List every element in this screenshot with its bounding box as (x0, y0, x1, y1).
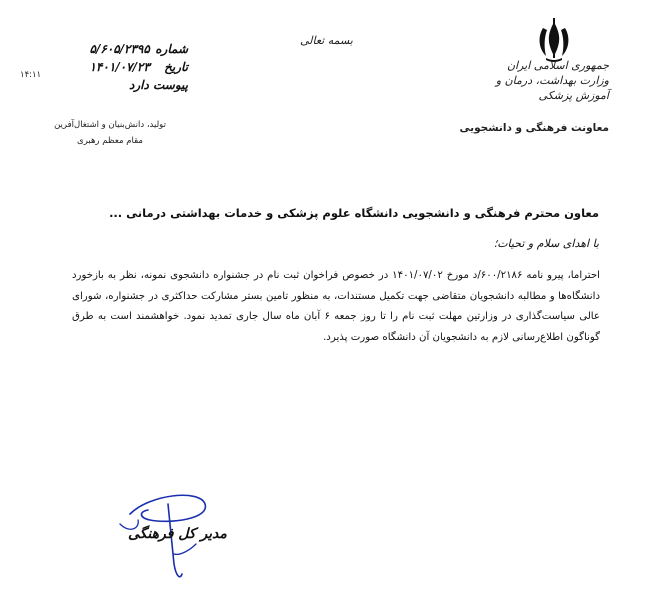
meta-date-label: تاریخ (164, 60, 188, 74)
meta-number-value: ۵/۶۰۵/۲۳۹۵ (89, 42, 150, 56)
letter-meta (58, 42, 188, 96)
meta-number-label: شماره (155, 42, 188, 56)
ministry-line-2: وزارت بهداشت، درمان و آموزش پزشکی (495, 74, 609, 102)
meta-date-value: ۱۴۰۱/۰۷/۲۳ (89, 60, 150, 74)
greeting: با اهدای سلام و تحیات؛ (493, 237, 599, 250)
signer-title: مدیر کل فرهنگی (128, 526, 227, 542)
ministry-name (489, 58, 609, 103)
meta-attachment-value: دارد (128, 78, 149, 92)
ministry-line-1: جمهوری اسلامی ایران (506, 59, 609, 72)
letter-body: احتراما، پیرو نامه ۶۰۰/۲۱۸۶/د مورخ ۱۴۰۱/۰۷/۰۲ در خصوص فراخوان ثبت نام در جشنواره دانشجوی نمونه، نظر به بازخورد دانشگاه‌ها و مطالبه دانشجویان متقاضی جهت تکمیل مستندات، به منظور تامین بستر مشارکت حداکثری در جشنواره، شورای عالی سیاست‌گذاری در وزارتین مهلت ثبت نام را تا روز جمعه ۶ آبان ماه سال جاری تمدید نمود. خواهشمند است به طرق گوناگون اطلاع‌رسانی لازم به دانشجویان آن دانشگاه صورت پذیرد. (72, 270, 600, 343)
slogan (40, 117, 180, 149)
slogan-line-2: مقام معظم رهبری (77, 136, 143, 146)
deputy-name: معاونت فرهنگی و دانشجویی (459, 122, 609, 134)
meta-attachment-label: پیوست (153, 78, 188, 92)
time-stamp: ۱۴:۱۱ (20, 70, 42, 80)
bismillah: بسمه تعالی (300, 34, 353, 47)
slogan-line-1: تولید، دانش‌بنیان و اشتغال‌آفرین (54, 120, 166, 130)
meta-date-row (58, 60, 188, 78)
meta-number-row (58, 42, 188, 60)
addressee: معاون محترم فرهنگی و دانشجویی دانشگاه علوم پزشکی و خدمات بهداشتی درمانی ... (109, 206, 599, 220)
meta-attachment-row (58, 78, 188, 96)
